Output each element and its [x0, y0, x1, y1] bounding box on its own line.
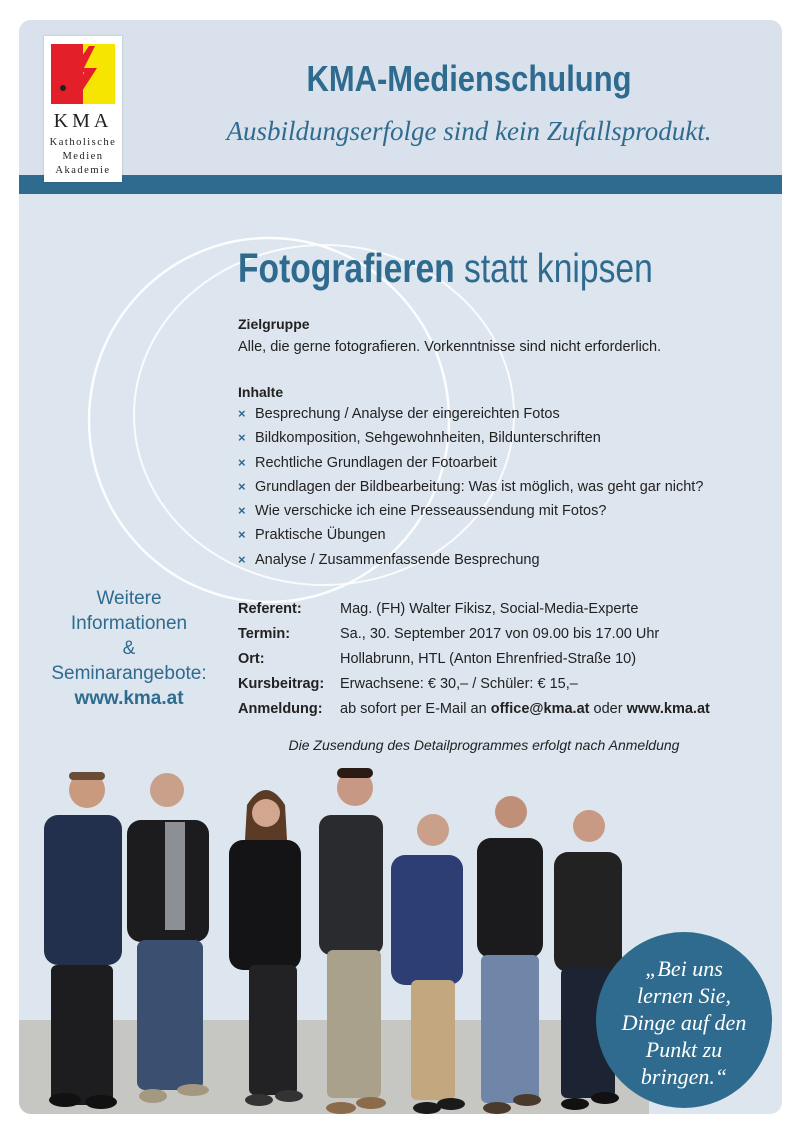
person-silhouette: [391, 814, 465, 1114]
list-item-text: Grundlagen der Bildbearbeitung: Was ist möglich, was geht gar nicht?: [255, 478, 704, 495]
kursbeitrag-value: Erwachsene: € 30,– / Schüler: € 15,–: [340, 676, 578, 692]
logo-abbreviation: KMA: [53, 110, 113, 132]
person-silhouette: [44, 772, 122, 1109]
flyer-page: [19, 20, 782, 1114]
bullet-x-icon: ×: [238, 503, 246, 519]
logo-line-1: Katholische: [49, 137, 117, 148]
course-title: [238, 245, 653, 292]
bullet-x-icon: ×: [238, 406, 246, 421]
person-silhouette: [319, 768, 386, 1114]
course-title-rest: statt knipsen: [454, 245, 653, 291]
list-item-text: Analyse / Zusammenfassende Besprechung: [255, 551, 540, 568]
list-item-text: Besprechung / Analyse der eingereichten Fotos: [255, 406, 560, 422]
inhalte-label: Inhalte: [238, 384, 284, 400]
bullet-x-icon: ×: [238, 430, 246, 446]
ort-label: Ort:: [238, 651, 265, 667]
list-item-text: Rechtliche Grundlagen der Fotoarbeit: [255, 454, 497, 471]
quote-line-3: Dinge auf den: [621, 1010, 747, 1035]
detail-note: Die Zusendung des Detailprogrammes erfolgt nach Anmeldung: [288, 737, 680, 753]
kma-logo[interactable]: [44, 36, 122, 182]
sidebar-line-1: Weitere: [96, 588, 162, 609]
person-silhouette: [229, 790, 303, 1106]
list-item: [238, 503, 703, 527]
bullet-x-icon: ×: [238, 551, 246, 567]
zielgruppe-text: Alle, die gerne fotografieren. Vorkenntnisse sind nicht erforderlich.: [238, 339, 662, 355]
person-silhouette: [127, 773, 209, 1103]
anmeldung-label: Anmeldung:: [238, 701, 323, 717]
sidebar-url-link[interactable]: www.kma.at: [74, 688, 184, 709]
page-title: KMA-Medienschulung: [306, 58, 632, 99]
termin-label: Termin:: [238, 626, 291, 642]
anmeldung-value: [340, 701, 710, 717]
list-item: [238, 552, 703, 576]
quote-line-4: Punkt zu: [645, 1037, 723, 1062]
bullet-x-icon: ×: [238, 478, 246, 494]
quote-line-1: „Bei uns: [645, 956, 723, 981]
list-item-text: Bildkomposition, Sehgewohnheiten, Bildunterschriften: [255, 430, 601, 447]
list-item: [238, 479, 703, 503]
list-item-text: Praktische Übungen: [255, 527, 386, 544]
list-item: [238, 455, 703, 479]
termin-value: Sa., 30. September 2017 von 09.00 bis 17.00 Uhr: [340, 626, 660, 642]
page-subtitle: Ausbildungserfolge sind kein Zufallsprodukt.: [226, 116, 712, 146]
anmeldung-url-link[interactable]: www.kma.at: [626, 701, 710, 717]
quote-line-5: bringen.“: [640, 1064, 728, 1089]
kursbeitrag-label: Kursbeitrag:: [238, 676, 325, 692]
course-title-bold: Fotografieren: [238, 245, 455, 291]
inhalte-list: [238, 406, 703, 576]
list-item: [238, 527, 703, 551]
quote-line-2: lernen Sie,: [636, 983, 732, 1008]
bullet-x-icon: ×: [238, 527, 246, 543]
person-silhouette: [477, 796, 543, 1114]
anmeldung-email-link[interactable]: office@kma.at: [490, 701, 590, 717]
anmeldung-or: oder: [589, 701, 627, 717]
sidebar-line-4: Seminarangebote:: [51, 663, 207, 684]
anmeldung-text: ab sofort per E-Mail an: [340, 701, 491, 717]
referent-label: Referent:: [238, 601, 302, 617]
logo-line-3: Akademie: [55, 165, 111, 176]
logo-lightning-icon: [51, 44, 115, 104]
sidebar-info: [29, 586, 229, 711]
quote-text: [596, 955, 772, 1090]
bullet-x-icon: ×: [238, 454, 246, 470]
ort-value: Hollabrunn, HTL (Anton Ehrenfried-Straße 10): [340, 651, 637, 667]
sidebar-line-3: &: [122, 638, 136, 659]
referent-value: Mag. (FH) Walter Fikisz, Social-Media-Experte: [340, 601, 639, 617]
sidebar-line-2: Informationen: [70, 613, 188, 634]
list-item-text: Wie verschicke ich eine Presseaussendung mit Fotos?: [255, 503, 607, 520]
logo-line-2: Medien: [62, 151, 104, 162]
list-item: [238, 430, 703, 454]
zielgruppe-label: Zielgruppe: [238, 316, 310, 332]
list-item: [238, 406, 703, 430]
